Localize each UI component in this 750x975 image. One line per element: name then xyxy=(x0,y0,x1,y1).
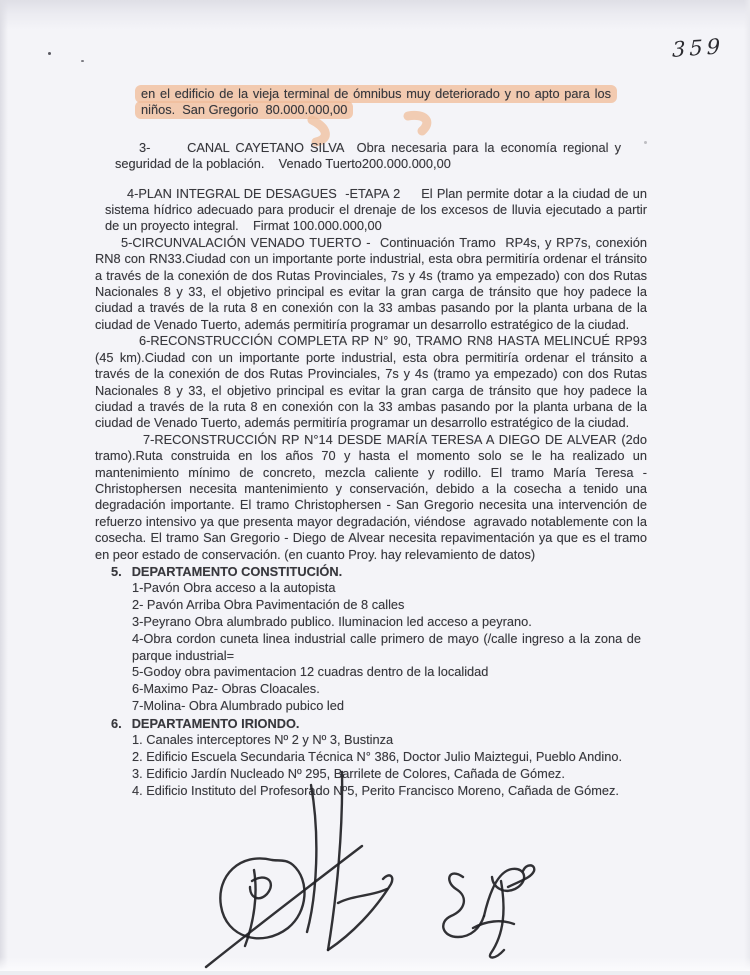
scan-edge-top xyxy=(0,0,750,30)
scan-edge-left xyxy=(0,0,8,971)
scan-edge-right xyxy=(744,0,750,971)
list-item: 2. Edificio Escuela Secundaria Técnica N° 386, Doctor Julio Maiztegui, Pueblo Andino. xyxy=(132,748,623,764)
section-heading xyxy=(111,564,647,580)
list-item: 4-Obra cordon cuneta linea industrial calle primero de mayo (/calle ingreso a la zona de parque industrial= xyxy=(132,631,641,663)
signature-right xyxy=(443,865,534,957)
paragraph-reconstruccion-rp14: 7-RECONSTRUCCIÓN RP N°14 DESDE MARÍA TERESA A DIEGO DE ALVEAR (2do tramo).Ruta construida en los años 70 y hasta el momento solo se le ha realizado un mantenimiento mínimo de concreto, mezcla caliente y rodillo. El tramo María Teresa - Christophersen necesita mantenimiento y conservación, debido a la cosecha a tenido una degradación importante. El tramo Christophersen - San Gregorio necesita una intervención de refuerzo intensivo ya que presenta mayor degradación, viéndose agravado notablemente con la cosecha. El tramo San Gregorio - Diego de Alvear necesita repavimentación ya que es el tramo en peor estado de conservación. (en cuanto Proy. hay relevamiento de datos) xyxy=(95,431,647,562)
section-departamento-iriondo xyxy=(95,716,647,800)
section-departamento-constitucion xyxy=(95,564,647,715)
section-number: 5. xyxy=(111,563,122,579)
list-item: 6-Maximo Paz- Obras Cloacales. xyxy=(132,681,320,697)
scan-edge-bottom xyxy=(0,957,750,971)
section-heading xyxy=(111,716,647,732)
paragraph-plan-integral-desagues: 4-PLAN INTEGRAL DE DESAGUES -ETAPA 2 El Plan permite dotar a la ciudad de un sistema hídrico adecuado para producir el drenaje de los excesos de lluvia ejecutado a partir de un proyecto integral. Firmat 100.000.000,00 xyxy=(105,185,647,234)
list-item: 4. Edificio Instituto del Profesorado Nº5, Perito Francisco Moreno, Cañada de Gómez. xyxy=(132,782,619,798)
handwritten-page-number: 359 xyxy=(672,34,725,62)
paragraph-canal-cayetano-silva: 3- CANAL CAYETANO SILVA Obra necesaria para la economía regional y seguridad de la población. Venado Tuerto200.000.000,00 xyxy=(115,139,621,172)
scan-speck xyxy=(81,60,84,62)
document-body xyxy=(95,86,647,800)
section-item-list xyxy=(132,580,641,714)
section-item-list xyxy=(132,732,641,799)
list-item: 1. Canales interceptores Nº 2 y Nº 3, Bustinza xyxy=(132,732,394,748)
section-title: DEPARTAMENTO CONSTITUCIÓN. xyxy=(131,563,343,579)
paragraph-circunvalacion-venado-tuerto: 5-CIRCUNVALACIÓN VENADO TUERTO - Continuación Tramo RP4s, y RP7s, conexión RN8 con RN33.Ciudad con un importante porte industrial, esta obra permitiría ordenar el tránsito a través de la conexión de dos Rutas Provinciales, 7s y 4s (tramo ya empezado) con dos Rutas Nacionales 8 y 33, el objetivo principal es evitar la gran carga de tránsito que hoy padece la ciudad a través de la ruta 8 en conexión con la 33 ambas pasando por la planta urbana de la ciudad de Venado Tuerto, además permitiría programar un desarrollo estratégico de la ciudad. xyxy=(95,234,647,332)
scan-speck xyxy=(48,52,51,55)
section-title: DEPARTAMENTO IRIONDO. xyxy=(131,715,300,731)
paragraph-reconstruccion-rp90: 6-RECONSTRUCCIÓN COMPLETA RP N° 90, TRAMO RN8 HASTA MELINCUÉ RP93 (45 km).Ciudad con un importante porte industrial, esta obra permitiría ordenar el tránsito a través de la conexión de dos Rutas Provinciales, 7s y 4s (tramo ya empezado) con dos Rutas Nacionales 8 y 33, el objetivo principal es evitar la gran carga de tránsito que hoy padece la ciudad a través de la ruta 8 en conexión con la 33 ambas pasando por la planta urbana de la ciudad de Venado Tuerto, además permitiría programar un desarrollo estratégico de la ciudad. xyxy=(95,333,647,431)
list-item: 7-Molina- Obra Alumbrado pubico led xyxy=(132,698,344,714)
carryover-paragraph xyxy=(135,86,617,119)
list-item: 3-Peyrano Obra alumbrado publico. Iluminacion led acceso a peyrano. xyxy=(132,614,532,630)
list-item: 5-Godoy obra pavimentacion 12 cuadras dentro de la localidad xyxy=(132,664,489,680)
highlighted-text: en el edificio de la vieja terminal de ómnibus muy deteriorado y no apto para los niños. San Gregorio 80.000.000,00 xyxy=(135,85,617,119)
section-number: 6. xyxy=(111,715,122,731)
list-item: 1-Pavón Obra acceso a la autopista xyxy=(132,580,336,596)
list-item: 2- Pavón Arriba Obra Pavimentación de 8 calles xyxy=(132,597,405,613)
list-item: 3. Edificio Jardín Nucleado Nº 295, Barrilete de Colores, Cañada de Gómez. xyxy=(132,765,565,781)
signature-left xyxy=(206,772,392,967)
